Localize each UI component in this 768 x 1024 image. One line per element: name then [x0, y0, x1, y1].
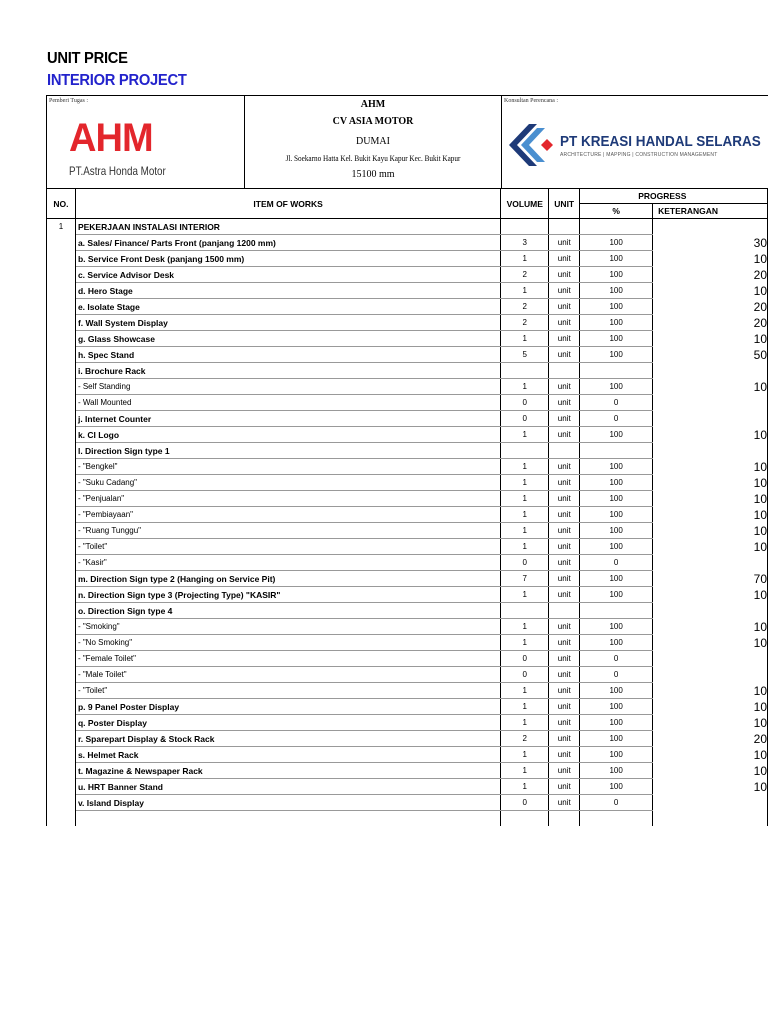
row-keterangan: 10 [653, 683, 768, 699]
table-row [47, 587, 768, 603]
row-volume: 1 [501, 491, 549, 507]
row-item: i. Brochure Rack [75, 363, 500, 379]
row-no [47, 731, 76, 747]
row-no [47, 635, 76, 651]
row-no [47, 683, 76, 699]
row-item: - "Pembiayaan" [75, 507, 500, 523]
row-percent: 0 [580, 411, 653, 427]
empty-cell [75, 811, 500, 827]
row-item: k. CI Logo [75, 427, 500, 443]
row-no [47, 379, 76, 395]
row-unit: unit [549, 699, 580, 715]
row-no [47, 587, 76, 603]
row-item: d. Hero Stage [75, 283, 500, 299]
col-no-header: NO. [47, 189, 76, 219]
owner-label: Pemberi Tugas : [49, 98, 89, 104]
project-cell [245, 96, 502, 189]
row-volume: 3 [501, 235, 549, 251]
table-row-end [47, 811, 768, 827]
row-volume: 1 [501, 251, 549, 267]
table-row [47, 443, 768, 459]
kreasi-handal-logo-icon [507, 122, 557, 168]
table-row [47, 667, 768, 683]
row-keterangan: 20 [653, 267, 768, 283]
row-no [47, 299, 76, 315]
table-row [47, 539, 768, 555]
row-percent: 100 [580, 491, 653, 507]
row-item: PEKERJAAN INSTALASI INTERIOR [75, 219, 500, 235]
row-no [47, 427, 76, 443]
row-item: m. Direction Sign type 2 (Hanging on Service Pit) [75, 571, 500, 587]
row-no [47, 443, 76, 459]
table-row [47, 763, 768, 779]
row-unit: unit [549, 635, 580, 651]
row-no [47, 283, 76, 299]
row-unit: unit [549, 619, 580, 635]
table-row [47, 795, 768, 811]
row-item: s. Helmet Rack [75, 747, 500, 763]
table-row [47, 715, 768, 731]
table-row [47, 747, 768, 763]
row-item: - "Toilet" [75, 683, 500, 699]
row-volume: 0 [501, 651, 549, 667]
row-item: n. Direction Sign type 3 (Projecting Type) "KASIR" [75, 587, 500, 603]
row-item: b. Service Front Desk (panjang 1500 mm) [75, 251, 500, 267]
table-row [47, 427, 768, 443]
row-item: r. Sparepart Display & Stock Rack [75, 731, 500, 747]
row-volume: 1 [501, 683, 549, 699]
consultant-cell [502, 96, 768, 189]
row-keterangan: 10 [653, 251, 768, 267]
row-keterangan: 10 [653, 283, 768, 299]
row-unit: unit [549, 571, 580, 587]
table-row [47, 491, 768, 507]
row-unit: unit [549, 235, 580, 251]
row-unit [549, 443, 580, 459]
row-percent: 0 [580, 795, 653, 811]
row-unit: unit [549, 795, 580, 811]
row-keterangan: 10 [653, 619, 768, 635]
row-unit: unit [549, 555, 580, 571]
row-keterangan: 10 [653, 747, 768, 763]
row-keterangan: 10 [653, 715, 768, 731]
row-keterangan: 10 [653, 491, 768, 507]
row-keterangan [653, 363, 768, 379]
row-unit: unit [549, 267, 580, 283]
row-item: l. Direction Sign type 1 [75, 443, 500, 459]
row-volume: 0 [501, 395, 549, 411]
row-unit: unit [549, 539, 580, 555]
row-item: q. Poster Display [75, 715, 500, 731]
row-keterangan [653, 651, 768, 667]
row-no [47, 603, 76, 619]
row-volume: 1 [501, 507, 549, 523]
table-row [47, 651, 768, 667]
row-volume: 7 [501, 571, 549, 587]
table-row [47, 347, 768, 363]
row-no [47, 347, 76, 363]
row-unit: unit [549, 427, 580, 443]
row-keterangan [653, 667, 768, 683]
table-row [47, 219, 768, 235]
row-percent: 100 [580, 427, 653, 443]
row-item: a. Sales/ Finance/ Parts Front (panjang 1200 mm) [75, 235, 500, 251]
row-keterangan: 70 [653, 571, 768, 587]
row-volume: 1 [501, 459, 549, 475]
row-no [47, 651, 76, 667]
row-unit: unit [549, 411, 580, 427]
row-volume: 2 [501, 267, 549, 283]
row-keterangan: 10 [653, 475, 768, 491]
table-row [47, 683, 768, 699]
table-row [47, 251, 768, 267]
row-keterangan: 50 [653, 347, 768, 363]
row-keterangan: 10 [653, 779, 768, 795]
empty-cell [47, 811, 76, 827]
table-row [47, 299, 768, 315]
row-item: j. Internet Counter [75, 411, 500, 427]
row-volume: 0 [501, 795, 549, 811]
owner-cell [47, 96, 245, 189]
row-item: - "Smoking" [75, 619, 500, 635]
row-unit: unit [549, 347, 580, 363]
ahm-logo-subtitle: PT.Astra Honda Motor [69, 164, 166, 178]
row-percent: 100 [580, 267, 653, 283]
row-no [47, 699, 76, 715]
table-row [47, 331, 768, 347]
row-keterangan: 10 [653, 539, 768, 555]
row-percent: 100 [580, 299, 653, 315]
row-keterangan [653, 555, 768, 571]
row-no [47, 555, 76, 571]
row-percent: 100 [580, 747, 653, 763]
row-volume: 2 [501, 731, 549, 747]
row-unit: unit [549, 315, 580, 331]
row-percent: 100 [580, 507, 653, 523]
row-no [47, 411, 76, 427]
row-item: - "Female Toilet" [75, 651, 500, 667]
row-keterangan [653, 411, 768, 427]
row-percent: 100 [580, 283, 653, 299]
row-keterangan: 10 [653, 507, 768, 523]
row-no [47, 235, 76, 251]
row-volume: 0 [501, 667, 549, 683]
row-percent: 100 [580, 715, 653, 731]
row-item: u. HRT Banner Stand [75, 779, 500, 795]
row-percent: 100 [580, 523, 653, 539]
row-item: - "No Smoking" [75, 635, 500, 651]
row-percent: 100 [580, 235, 653, 251]
row-item: o. Direction Sign type 4 [75, 603, 500, 619]
table-row [47, 523, 768, 539]
row-item: - "Penjualan" [75, 491, 500, 507]
table-row [47, 555, 768, 571]
table-row [47, 779, 768, 795]
row-volume: 1 [501, 331, 549, 347]
row-unit: unit [549, 251, 580, 267]
row-no [47, 667, 76, 683]
row-unit: unit [549, 587, 580, 603]
row-unit: unit [549, 779, 580, 795]
row-no [47, 475, 76, 491]
col-item-header: ITEM OF WORKS [75, 189, 500, 219]
col-keterangan-header: KETERANGAN [653, 204, 768, 219]
row-item: h. Spec Stand [75, 347, 500, 363]
row-keterangan: 20 [653, 299, 768, 315]
row-percent: 100 [580, 459, 653, 475]
table-row [47, 619, 768, 635]
row-unit: unit [549, 763, 580, 779]
row-keterangan [653, 395, 768, 411]
row-keterangan: 10 [653, 459, 768, 475]
row-percent: 100 [580, 315, 653, 331]
row-unit: unit [549, 651, 580, 667]
row-no [47, 571, 76, 587]
row-no [47, 267, 76, 283]
row-keterangan: 10 [653, 699, 768, 715]
row-volume: 1 [501, 747, 549, 763]
row-unit: unit [549, 731, 580, 747]
table-row [47, 475, 768, 491]
row-volume: 2 [501, 299, 549, 315]
row-keterangan: 10 [653, 635, 768, 651]
row-item: - Wall Mounted [75, 395, 500, 411]
row-percent: 100 [580, 699, 653, 715]
row-item: t. Magazine & Newspaper Rack [75, 763, 500, 779]
empty-cell [549, 811, 580, 827]
row-percent [580, 443, 653, 459]
row-no [47, 507, 76, 523]
row-item: - "Suku Cadang" [75, 475, 500, 491]
empty-cell [653, 811, 768, 827]
unit-price-table [46, 188, 768, 826]
row-unit: unit [549, 491, 580, 507]
row-unit: unit [549, 299, 580, 315]
row-no [47, 395, 76, 411]
table-row [47, 235, 768, 251]
table-row [47, 411, 768, 427]
col-progress-header: PROGRESS [580, 189, 768, 204]
row-unit [549, 363, 580, 379]
row-percent: 100 [580, 331, 653, 347]
col-volume-header: VOLUME [501, 189, 549, 219]
table-row [47, 571, 768, 587]
row-no [47, 795, 76, 811]
row-unit: unit [549, 331, 580, 347]
row-percent: 100 [580, 683, 653, 699]
table-row [47, 283, 768, 299]
row-percent: 100 [580, 779, 653, 795]
row-keterangan: 10 [653, 763, 768, 779]
project-line3: DUMAI [356, 136, 390, 147]
row-percent: 100 [580, 347, 653, 363]
row-no [47, 491, 76, 507]
row-percent: 100 [580, 763, 653, 779]
row-keterangan: 10 [653, 587, 768, 603]
row-item: e. Isolate Stage [75, 299, 500, 315]
row-keterangan: 10 [653, 379, 768, 395]
row-percent: 0 [580, 651, 653, 667]
row-item: - Self Standing [75, 379, 500, 395]
page-subtitle: INTERIOR PROJECT [47, 72, 187, 89]
row-item: v. Island Display [75, 795, 500, 811]
row-unit: unit [549, 283, 580, 299]
project-postcode: 15100 mm [351, 169, 395, 180]
row-unit [549, 603, 580, 619]
row-percent [580, 219, 653, 235]
table-row [47, 635, 768, 651]
table-row [47, 507, 768, 523]
page-title: UNIT PRICE [47, 50, 128, 67]
row-keterangan: 10 [653, 331, 768, 347]
row-no [47, 459, 76, 475]
row-no [47, 715, 76, 731]
row-volume: 1 [501, 427, 549, 443]
row-volume: 1 [501, 699, 549, 715]
row-item: - "Toilet" [75, 539, 500, 555]
row-unit: unit [549, 747, 580, 763]
row-keterangan [653, 603, 768, 619]
table-row [47, 459, 768, 475]
row-percent: 100 [580, 475, 653, 491]
row-volume: 1 [501, 779, 549, 795]
row-volume: 1 [501, 539, 549, 555]
row-volume [501, 603, 549, 619]
row-percent: 100 [580, 571, 653, 587]
row-volume: 1 [501, 715, 549, 731]
row-volume [501, 363, 549, 379]
row-keterangan [653, 219, 768, 235]
row-volume: 0 [501, 555, 549, 571]
row-unit: unit [549, 667, 580, 683]
row-keterangan [653, 443, 768, 459]
row-percent: 100 [580, 635, 653, 651]
row-percent: 100 [580, 587, 653, 603]
row-unit: unit [549, 475, 580, 491]
empty-cell [580, 811, 653, 827]
row-percent [580, 363, 653, 379]
table-row [47, 363, 768, 379]
col-percent-header: % [580, 204, 653, 219]
row-keterangan [653, 795, 768, 811]
row-percent: 100 [580, 731, 653, 747]
row-percent [580, 603, 653, 619]
row-keterangan: 10 [653, 523, 768, 539]
empty-cell [501, 811, 549, 827]
row-item: - "Ruang Tunggu" [75, 523, 500, 539]
row-volume: 1 [501, 379, 549, 395]
row-no: 1 [47, 219, 76, 235]
table-row [47, 731, 768, 747]
row-unit: unit [549, 379, 580, 395]
table-body [47, 219, 768, 827]
row-no [47, 315, 76, 331]
row-keterangan: 10 [653, 427, 768, 443]
table-row [47, 699, 768, 715]
row-item: g. Glass Showcase [75, 331, 500, 347]
ahm-logo: AHM [69, 116, 153, 160]
row-percent: 100 [580, 251, 653, 267]
row-volume: 5 [501, 347, 549, 363]
row-item: f. Wall System Display [75, 315, 500, 331]
row-keterangan: 30 [653, 235, 768, 251]
row-volume [501, 219, 549, 235]
project-line1: AHM [360, 99, 386, 110]
table-row [47, 379, 768, 395]
row-no [47, 331, 76, 347]
project-line2: CV ASIA MOTOR [332, 116, 414, 127]
row-percent: 0 [580, 667, 653, 683]
consultant-name: PT KREASI HANDAL SELARAS [560, 133, 761, 150]
row-item: - "Bengkel" [75, 459, 500, 475]
row-no [47, 523, 76, 539]
row-no [47, 747, 76, 763]
row-no [47, 539, 76, 555]
row-unit: unit [549, 395, 580, 411]
table-row [47, 603, 768, 619]
col-unit-header: UNIT [549, 189, 580, 219]
row-volume [501, 443, 549, 459]
row-unit: unit [549, 507, 580, 523]
header-box [46, 95, 768, 189]
row-item: c. Service Advisor Desk [75, 267, 500, 283]
row-unit: unit [549, 683, 580, 699]
row-keterangan: 20 [653, 315, 768, 331]
row-no [47, 619, 76, 635]
row-percent: 100 [580, 539, 653, 555]
row-item: - "Male Toilet" [75, 667, 500, 683]
row-percent: 100 [580, 379, 653, 395]
project-address: Jl. Soekarno Hatta Kel. Bukit Kayu Kapur Kec. Bukit Kapur [285, 154, 461, 163]
row-volume: 0 [501, 411, 549, 427]
row-volume: 1 [501, 523, 549, 539]
row-no [47, 763, 76, 779]
row-volume: 2 [501, 315, 549, 331]
row-volume: 1 [501, 475, 549, 491]
row-volume: 1 [501, 587, 549, 603]
row-percent: 0 [580, 555, 653, 571]
table-row [47, 315, 768, 331]
row-no [47, 251, 76, 267]
row-volume: 1 [501, 763, 549, 779]
consultant-tagline: ARCHITECTURE | MAPPING | CONSTRUCTION MANAGEMENT [560, 152, 718, 158]
row-volume: 1 [501, 283, 549, 299]
row-unit: unit [549, 459, 580, 475]
row-volume: 1 [501, 619, 549, 635]
consultant-label: Konsultan Perencana : [504, 98, 558, 104]
row-unit: unit [549, 715, 580, 731]
row-percent: 100 [580, 619, 653, 635]
row-unit: unit [549, 523, 580, 539]
table-row [47, 395, 768, 411]
row-item: p. 9 Panel Poster Display [75, 699, 500, 715]
row-volume: 1 [501, 635, 549, 651]
row-keterangan: 20 [653, 731, 768, 747]
row-percent: 0 [580, 395, 653, 411]
row-item: - "Kasir" [75, 555, 500, 571]
row-no [47, 779, 76, 795]
row-no [47, 363, 76, 379]
table-row [47, 267, 768, 283]
row-unit [549, 219, 580, 235]
